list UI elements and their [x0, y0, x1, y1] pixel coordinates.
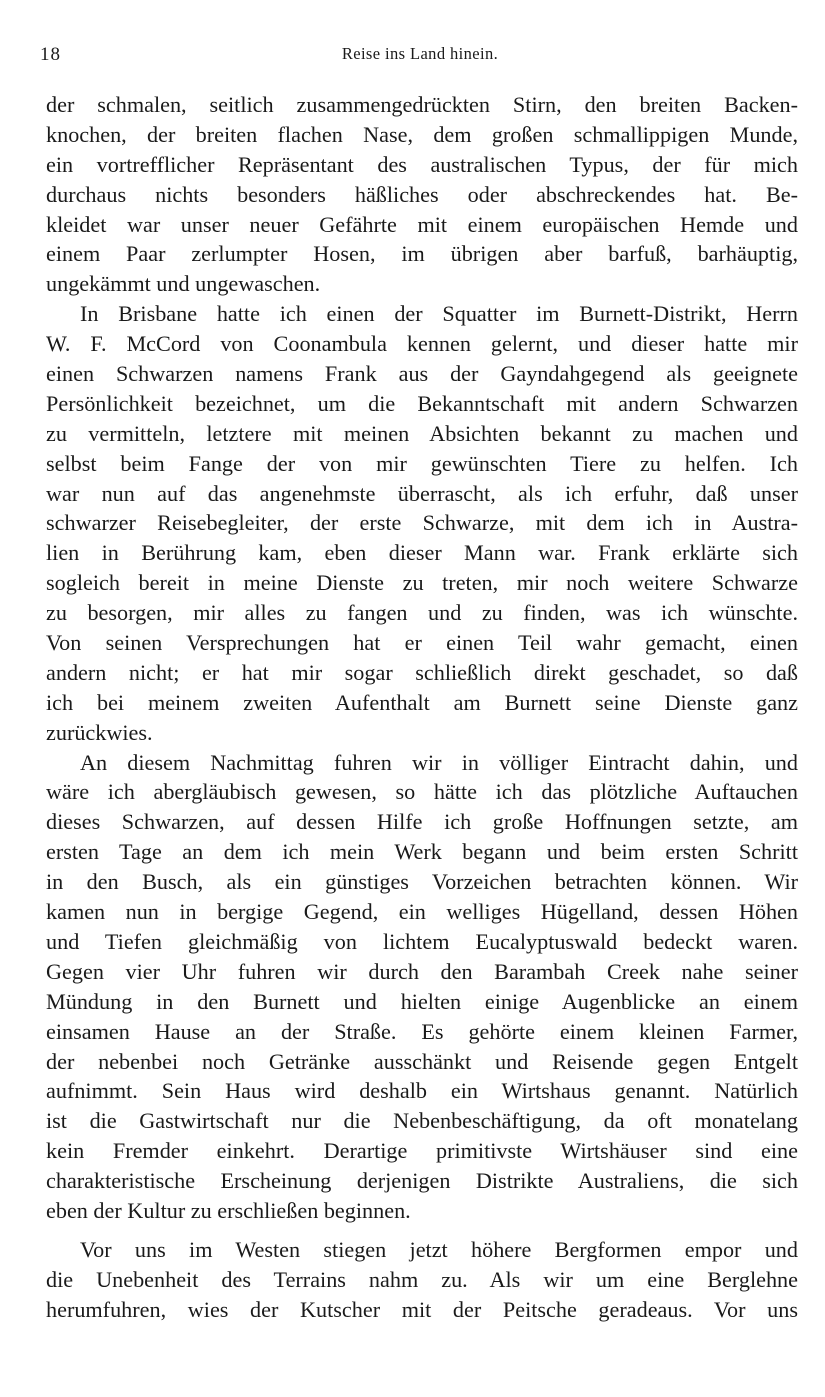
- text-line: war nun auf das angenehmste überrascht, als ich erfuhr, daß unser: [46, 480, 798, 506]
- text-line: ist die Gastwirtschaft nur die Nebenbeschäftigung, da oft monatelang: [46, 1108, 798, 1134]
- text-line: zurückwies.: [46, 719, 153, 745]
- text-line: zu vermitteln, letztere mit meinen Absichten bekannt zu machen und: [46, 420, 798, 446]
- text-line: wäre ich abergläubisch gewesen, so hätte ich das plötzliche Auftauchen: [46, 779, 798, 805]
- text-line: kamen nun in bergige Gegend, ein welliges Hügelland, dessen Höhen: [46, 899, 798, 925]
- text-line: selbst beim Fange der von mir gewünschten Tiere zu helfen. Ich: [46, 450, 798, 476]
- text-line: ungekämmt und ungewaschen.: [46, 271, 321, 297]
- text-line: der schmalen, seitlich zusammengedrückten Stirn, den breiten Backen-: [46, 92, 798, 117]
- text-line: Gegen vier Uhr fuhren wir durch den Barambah Creek nahe seiner: [46, 958, 798, 984]
- running-title: Reise ins Land hinein.: [341, 44, 499, 63]
- text-line: schwarzer Reisebegleiter, der erste Schwarze, mit dem ich in Austra-: [46, 510, 798, 536]
- text-line: knochen, der breiten flachen Nase, dem großen schmallippigen Munde,: [46, 121, 798, 147]
- text-line: dieses Schwarzen, auf dessen Hilfe ich große Hoffnungen setzte, am: [46, 809, 798, 835]
- text-line: sogleich bereit in meine Dienste zu treten, mir noch weitere Schwarze: [46, 570, 798, 596]
- text-line: einem Paar zerlumpter Hosen, im übrigen aber barfuß, barhäuptig,: [46, 241, 798, 267]
- text-line: der nebenbei noch Getränke ausschänkt und Reisende gegen Entgelt: [46, 1048, 798, 1074]
- text-line: ich bei meinem zweiten Aufenthalt am Burnett seine Dienste ganz: [46, 689, 798, 715]
- text-line: lien in Berührung kam, eben dieser Mann war. Frank erklärte sich: [46, 540, 798, 566]
- page-number: 18: [40, 44, 61, 65]
- text-line: Von seinen Versprechungen hat er einen Teil wahr gemacht, einen: [46, 630, 798, 656]
- text-line: ersten Tage an dem ich mein Werk begann und beim ersten Schritt: [46, 839, 798, 865]
- paragraph-2: [46, 299, 798, 747]
- paragraph-3: [46, 748, 798, 1226]
- text-line: und Tiefen gleichmäßig von lichtem Eucalyptuswald bedeckt waren.: [46, 928, 798, 954]
- text-line: In Brisbane hatte ich einen der Squatter im Burnett-Distrikt, Herrn: [80, 301, 798, 327]
- text-line: An diesem Nachmittag fuhren wir in völliger Eintracht dahin, und: [80, 749, 798, 775]
- text-line: einsamen Hause an der Straße. Es gehörte einem kleinen Farmer,: [46, 1018, 798, 1044]
- text-line: kleidet war unser neuer Gefährte mit einem europäischen Hemde und: [46, 211, 798, 237]
- text-line: charakteristische Erscheinung derjenigen Distrikte Australiens, die sich: [46, 1168, 798, 1194]
- paragraph-1: [46, 90, 798, 299]
- text-line: einen Schwarzen namens Frank aus der Gayndahgegend als geeignete: [46, 361, 798, 387]
- running-head: [40, 44, 800, 70]
- text-line: aufnimmt. Sein Haus wird deshalb ein Wirtshaus genannt. Natürlich: [46, 1078, 798, 1104]
- text-line: eben der Kultur zu erschließen beginnen.: [46, 1197, 411, 1223]
- text-line: herumfuhren, wies der Kutscher mit der Peitsche geradeaus. Vor uns: [46, 1296, 798, 1322]
- text-line: zu besorgen, mir alles zu fangen und zu finden, was ich wünschte.: [46, 600, 798, 626]
- body-text: [46, 90, 798, 1325]
- text-line: Mündung in den Burnett und hielten einige Augenblicke an einem: [46, 988, 798, 1014]
- text-line: andern nicht; er hat mir sogar schließlich direkt geschadet, so daß: [46, 659, 798, 685]
- text-line: Persönlichkeit bezeichnet, um die Bekanntschaft mit andern Schwarzen: [46, 390, 798, 416]
- text-line: Vor uns im Westen stiegen jetzt höhere Bergformen empor und: [80, 1236, 798, 1262]
- text-line: die Unebenheit des Terrains nahm zu. Als wir um eine Berglehne: [46, 1266, 798, 1292]
- paragraph-4: [46, 1235, 798, 1325]
- text-line: W. F. McCord von Coonambula kennen gelernt, und dieser hatte mir: [46, 331, 798, 357]
- text-line: in den Busch, als ein günstiges Vorzeichen betrachten können. Wir: [46, 869, 798, 895]
- text-line: kein Fremder einkehrt. Derartige primitivste Wirtshäuser sind eine: [46, 1138, 798, 1164]
- text-line: durchaus nichts besonders häßliches oder abschreckendes hat. Be-: [46, 181, 798, 207]
- text-line: ein vortrefflicher Repräsentant des australischen Typus, der für mich: [46, 151, 798, 177]
